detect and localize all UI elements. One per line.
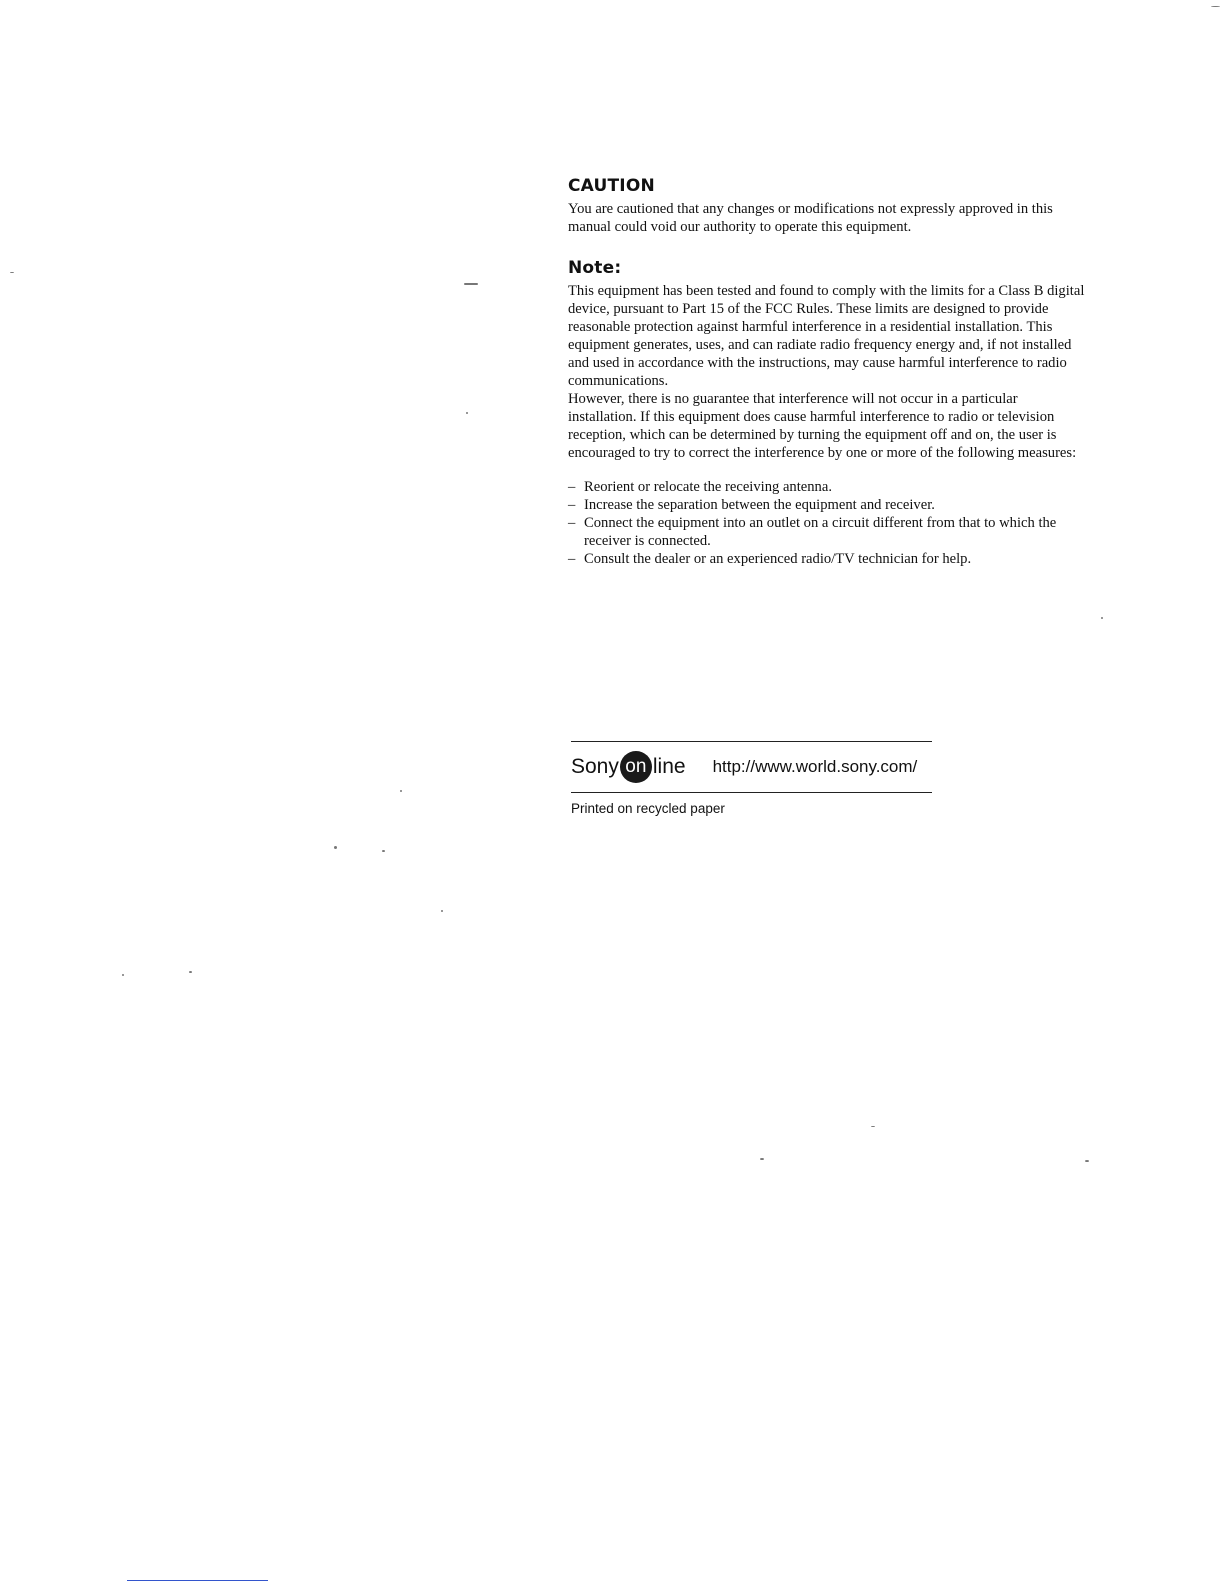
scan-speck <box>1085 1160 1089 1162</box>
scan-edge-line <box>127 1580 268 1581</box>
recycled-paper-note: Printed on recycled paper <box>571 801 725 816</box>
sony-online-row <box>571 742 932 792</box>
note-paragraph-2: However, there is no guarantee that interference will not occur in a particular installation. If this equipment does cause harmful interference to radio or television reception, which can be determined by turning the equipment off and on, the user is encouraged to try to correct the interference by one or more of the following measures: <box>568 391 1077 461</box>
measure-item <box>568 496 1088 514</box>
measure-text: Connect the equipment into an outlet on a circuit different from that to which the receiver is connected. <box>584 515 1057 549</box>
website-url: http://www.world.sony.com/ <box>712 757 918 776</box>
dash-bullet: – <box>568 515 576 531</box>
measure-item <box>568 550 1088 568</box>
measure-text: Consult the dealer or an experienced radio/TV technician for help. <box>584 551 972 567</box>
bottom-divider <box>571 792 932 793</box>
scan-speck <box>1211 6 1220 7</box>
scan-speck <box>871 1126 875 1127</box>
dash-bullet: – <box>568 497 576 513</box>
scan-speck <box>1101 617 1103 619</box>
measure-item <box>568 478 1088 496</box>
scan-speck <box>760 1158 764 1160</box>
scan-speck <box>441 910 443 912</box>
measure-item <box>568 514 1088 550</box>
scan-speck <box>10 272 14 273</box>
caution-heading: CAUTION <box>568 176 655 196</box>
scan-speck <box>464 283 478 285</box>
manual-page-content <box>568 176 1088 568</box>
measure-text: Increase the separation between the equipment and receiver. <box>584 497 935 513</box>
note-heading: Note: <box>568 258 622 278</box>
scan-speck <box>122 974 124 976</box>
dash-bullet: – <box>568 551 576 567</box>
dash-bullet: – <box>568 479 576 495</box>
sony-online-logo <box>571 751 686 783</box>
scan-speck <box>466 412 468 414</box>
scan-speck <box>334 846 337 849</box>
scan-speck <box>189 971 192 973</box>
measures-list <box>568 478 1088 568</box>
caution-text: You are cautioned that any changes or modifications not expressly approved in this manual could void our authority to operate this equipment. <box>568 201 1053 235</box>
logo-line-text: line <box>652 755 686 778</box>
scan-speck <box>400 790 402 792</box>
scan-speck <box>382 850 385 852</box>
logo-on-circle: on <box>620 751 652 783</box>
measure-text: Reorient or relocate the receiving antenna. <box>584 479 832 495</box>
logo-sony-text: Sony <box>571 755 619 778</box>
sony-online-footer <box>571 741 932 816</box>
note-paragraph-1: This equipment has been tested and found to comply with the limits for a Class B digital device, pursuant to Part 15 of the FCC Rules. These limits are designed to provide reasonable protection against harmful interference in a residential installation. This equipment generates, uses, and can radiate radio frequency energy and, if not installed and used in accordance with the instructions, may cause harmful interference to radio communications. <box>568 283 1085 389</box>
